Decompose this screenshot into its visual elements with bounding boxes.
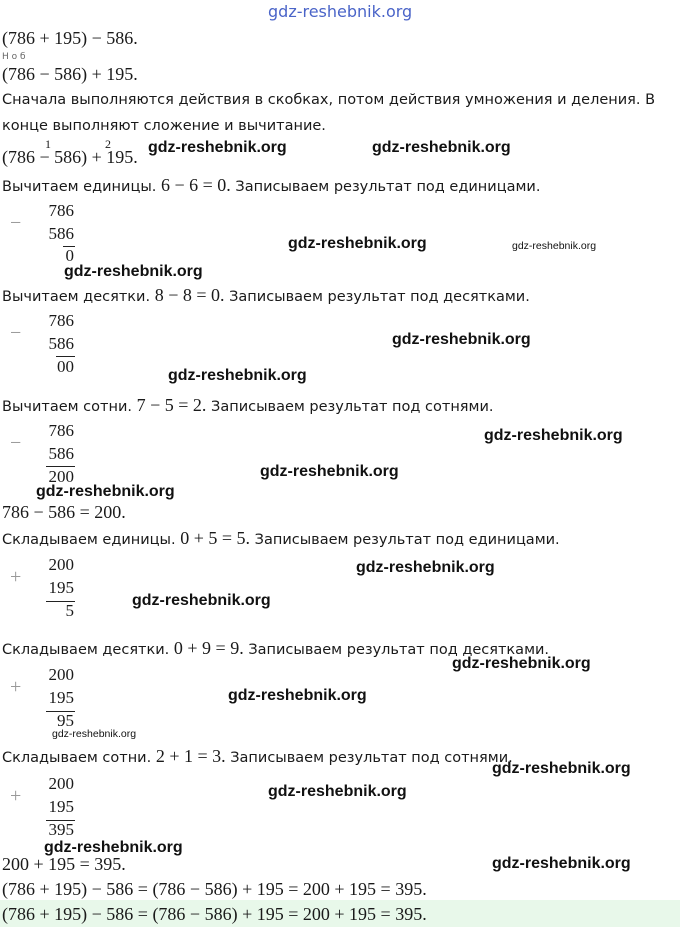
subtraction-result: 786 − 586 = 200. bbox=[2, 502, 126, 522]
column-bottom: 586 bbox=[48, 224, 74, 243]
watermark: gdz-reshebnik.org bbox=[492, 855, 631, 872]
step-4-text: Складываем единицы. 0 + 5 = 5. Записываем результат под единицами. bbox=[2, 528, 560, 548]
watermark-top: gdz-reshebnik.org bbox=[268, 2, 413, 21]
order-mark-1: 1 bbox=[45, 137, 51, 151]
plus-sign: + bbox=[10, 676, 22, 698]
expression-2: (786 − 586) + 195. bbox=[2, 64, 138, 84]
watermark: gdz-reshebnik.org bbox=[132, 592, 271, 609]
rule-line-1: Сначала выполняются действия в скобках, потом действия умножения и деления. В bbox=[2, 92, 656, 108]
column-top: 200 bbox=[48, 555, 74, 574]
rule-line-2: конце выполняют сложение и вычитание. bbox=[2, 118, 326, 134]
plus-sign: + bbox=[10, 785, 22, 807]
watermark: gdz-reshebnik.org bbox=[228, 687, 367, 704]
column-top: 200 bbox=[48, 774, 74, 793]
minus-sign: − bbox=[10, 322, 22, 344]
watermark: gdz-reshebnik.org bbox=[168, 367, 307, 384]
column-top: 786 bbox=[48, 421, 74, 440]
watermark: gdz-reshebnik.org bbox=[260, 463, 399, 480]
column-bottom: 195 bbox=[48, 688, 74, 707]
watermark: gdz-reshebnik.org bbox=[148, 139, 287, 156]
column-result: 395 bbox=[48, 820, 74, 839]
column-bottom: 586 bbox=[48, 444, 74, 463]
column-top: 786 bbox=[48, 311, 74, 330]
watermark: gdz-reshebnik.org bbox=[268, 783, 407, 800]
order-expression: (786 − 586) + 195. bbox=[2, 147, 138, 167]
watermark: gdz-reshebnik.org bbox=[52, 728, 137, 740]
watermark: gdz-reshebnik.org bbox=[372, 139, 511, 156]
text-fragment: Н о б bbox=[2, 52, 26, 62]
column-bottom: 586 bbox=[48, 334, 74, 353]
column-bottom: 195 bbox=[48, 578, 74, 597]
watermark: gdz-reshebnik.org bbox=[452, 655, 591, 672]
final-answer: (786 + 195) − 586 = (786 − 586) + 195 = 200 + 195 = 395. bbox=[2, 904, 427, 924]
minus-sign: − bbox=[10, 212, 22, 234]
column-top: 786 bbox=[48, 201, 74, 220]
final-expression: (786 + 195) − 586 = (786 − 586) + 195 = 200 + 195 = 395. bbox=[2, 879, 427, 899]
step-3-text: Вычитаем сотни. 7 − 5 = 2. Записываем результат под сотнями. bbox=[2, 395, 494, 415]
watermark: gdz-reshebnik.org bbox=[288, 235, 427, 252]
step-1-text: Вычитаем единицы. 6 − 6 = 0. Записываем результат под единицами. bbox=[2, 175, 541, 195]
watermark: gdz-reshebnik.org bbox=[392, 331, 531, 348]
plus-sign: + bbox=[10, 566, 22, 588]
column-result: 200 bbox=[48, 467, 74, 486]
watermark: gdz-reshebnik.org bbox=[484, 427, 623, 444]
column-bottom: 195 bbox=[48, 797, 74, 816]
column-result: 0 bbox=[65, 246, 74, 265]
column-result: 00 bbox=[57, 357, 74, 376]
watermark: gdz-reshebnik.org bbox=[44, 839, 183, 856]
addition-result: 200 + 195 = 395. bbox=[2, 854, 126, 874]
step-5-text: Складываем десятки. 0 + 9 = 9. Записываем результат под десятками. bbox=[2, 638, 550, 658]
column-top: 200 bbox=[48, 665, 74, 684]
watermark: gdz-reshebnik.org bbox=[36, 483, 175, 500]
watermark: gdz-reshebnik.org bbox=[512, 240, 597, 252]
expression-1: (786 + 195) − 586. bbox=[2, 28, 138, 48]
column-result: 95 bbox=[57, 711, 74, 730]
column-result: 5 bbox=[65, 601, 74, 620]
watermark: gdz-reshebnik.org bbox=[492, 760, 631, 777]
watermark: gdz-reshebnik.org bbox=[356, 559, 495, 576]
watermark: gdz-reshebnik.org bbox=[64, 263, 203, 280]
order-mark-2: 2 bbox=[105, 137, 111, 151]
minus-sign: − bbox=[10, 432, 22, 454]
step-6-text: Складываем сотни. 2 + 1 = 3. Записываем результат под сотнями. bbox=[2, 746, 513, 766]
step-2-text: Вычитаем десятки. 8 − 8 = 0. Записываем результат под десятками. bbox=[2, 285, 530, 305]
